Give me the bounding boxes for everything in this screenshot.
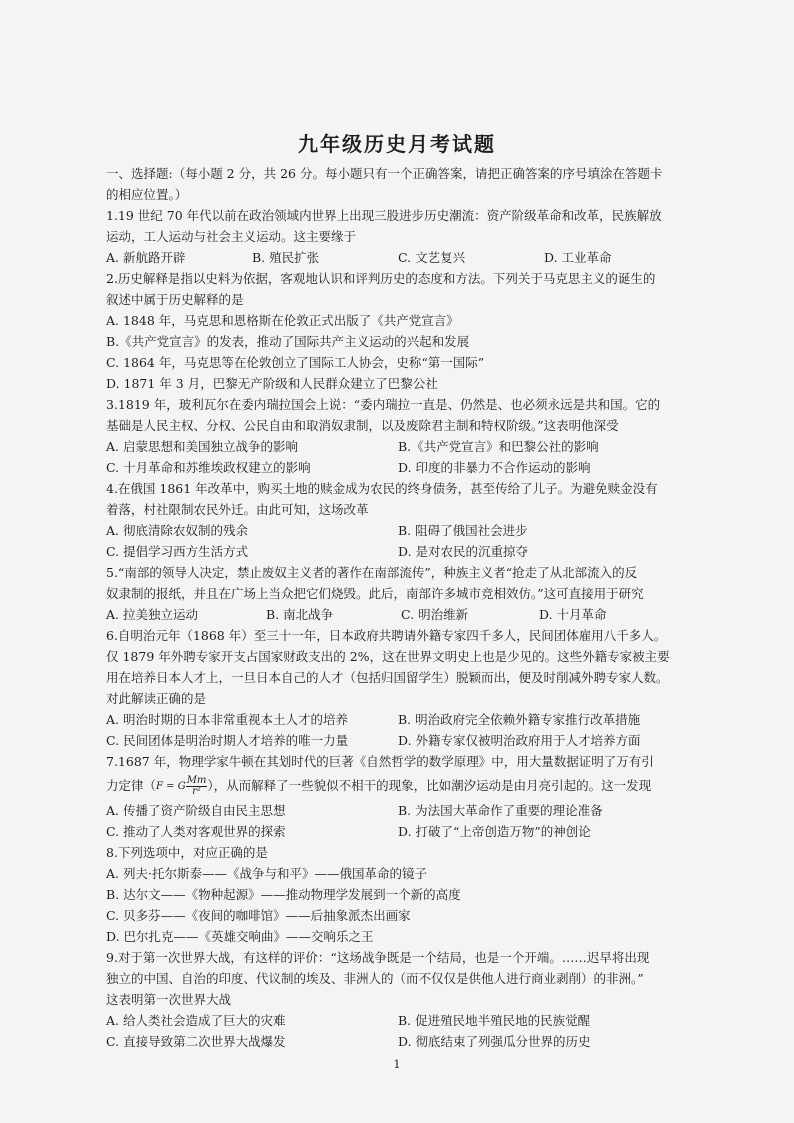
question-stem: 运动，工人运动与社会主义运动。这主要缘于 bbox=[106, 229, 357, 244]
option: D. 十月革命 bbox=[539, 607, 607, 622]
option: A. 列夫·托尔斯泰——《战争与和平》——俄国革命的镜子 bbox=[106, 866, 427, 881]
option: C. 民间团体是明治时期人才培养的唯一力量 bbox=[106, 733, 349, 748]
options-row bbox=[106, 247, 692, 268]
section-instruction: 一、选择题:（每小题 2 分，共 26 分。每小题只有一个正确答案，请把正确答案的序号填涂在答题卡 bbox=[106, 166, 663, 181]
options-row bbox=[106, 457, 692, 478]
option: A. 拉美独立运动 bbox=[106, 607, 198, 622]
option: B.《共产党宣言》的发表，推动了国际共产主义运动的兴起和发展 bbox=[106, 334, 470, 349]
option: A. 明治时期的日本非常重视本土人才的培养 bbox=[106, 712, 348, 727]
option: C. 1864 年，马克思等在伦敦创立了国际工人协会，史称“第一国际” bbox=[106, 355, 485, 370]
option: C. 文艺复兴 bbox=[398, 250, 466, 265]
question-stem: 8.下列选项中，对应正确的是 bbox=[106, 845, 268, 860]
option: C. 贝多芬——《夜间的咖啡馆》——后抽象派杰出画家 bbox=[106, 908, 411, 923]
options-row bbox=[106, 709, 692, 730]
option: A. 彻底清除农奴制的残余 bbox=[106, 523, 248, 538]
option: B. 明治政府完全依赖外籍专家推行改革措施 bbox=[398, 712, 641, 727]
options-row bbox=[106, 800, 692, 821]
question-stem: 基础是人民主权、分权、公民自由和取消奴隶制，以及废除君主制和特权阶级。”这表明他深受 bbox=[106, 418, 619, 433]
question-stem: 叙述中属于历史解释的是 bbox=[106, 292, 244, 307]
option: D. 彻底结束了列强瓜分世界的历史 bbox=[398, 1034, 591, 1049]
question-stem: 3.1819 年，玻利瓦尔在委内瑞拉国会上说：“委内瑞拉一直是、仍然是、也必须永远是共和国。它的 bbox=[106, 397, 661, 412]
question-stem: 这表明第一次世界大战 bbox=[106, 992, 232, 1007]
question-stem: 奴隶制的报纸，并且在广场上当众把它们烧毁。此后，南部许多城市竞相效仿。”这可直接用于研究 bbox=[106, 586, 644, 601]
option: B. 为法国大革命作了重要的理论准备 bbox=[398, 803, 603, 818]
option: B. 南北战争 bbox=[266, 607, 334, 622]
options-row bbox=[106, 520, 692, 541]
page-number: 1 bbox=[393, 1058, 401, 1071]
option: A. 1848 年，马克思和恩格斯在伦敦正式出版了《共产党宣言》 bbox=[106, 313, 459, 328]
question-stem: 1.19 世纪 70 年代以前在政治领域内世界上出现三股进步历史潮流：资产阶级革命和改革，民族解放 bbox=[106, 208, 662, 223]
options-row bbox=[106, 436, 692, 457]
option: C. 提倡学习西方生活方式 bbox=[106, 544, 249, 559]
option: D. 打破了“上帝创造万物”的神创论 bbox=[398, 824, 591, 839]
option: C. 明治维新 bbox=[401, 607, 469, 622]
option: B.《共产党宣言》和巴黎公社的影响 bbox=[398, 439, 599, 454]
option: A. 传播了资产阶级自由民主思想 bbox=[106, 803, 286, 818]
option: A. 新航路开辟 bbox=[106, 250, 186, 265]
page-title: 九年级历史月考试题 bbox=[298, 132, 496, 156]
option: C. 十月革命和苏维埃政权建立的影响 bbox=[106, 460, 311, 475]
option: D. 外籍专家仅被明治政府用于人才培养方面 bbox=[398, 733, 641, 748]
question-stem: 5.“南部的领导人决定，禁止废奴主义者的著作在南部流传”，种族主义者“抢走了从北部流入的反 bbox=[106, 565, 638, 580]
question-stem: 着落，村社限制农民外迁。由此可知，这场改革 bbox=[106, 502, 369, 517]
option: C. 推动了人类对客观世界的探索 bbox=[106, 824, 286, 839]
question-stem: 6.自明治元年（1868 年）至三十一年，日本政府共聘请外籍专家四千多人，民间团体雇用八千多人。 bbox=[106, 628, 667, 643]
options-row bbox=[106, 821, 692, 842]
question-stem: 7.1687 年，物理学家牛顿在其划时代的巨著《自然哲学的数学原理》中，用大量数据证明了万有引 bbox=[106, 754, 654, 769]
question-stem: 仅 1879 年外聘专家开支占国家财政支出的 2%，这在世界文明史上也是少见的。这些外籍专家被主要 bbox=[106, 649, 670, 664]
option: A. 给人类社会造成了巨大的灾难 bbox=[106, 1013, 286, 1028]
exam-body bbox=[106, 163, 692, 1052]
question-stem: 用在培养日本人才上，一旦日本自己的人才（包括归国留学生）脱颖而出，便及时削减外聘专家人数。 bbox=[106, 670, 669, 685]
option: D. 巴尔扎克——《英雄交响曲》——交响乐之王 bbox=[106, 929, 374, 944]
option: D. 工业革命 bbox=[544, 250, 612, 265]
options-row bbox=[106, 1010, 692, 1031]
option: D. 1871 年 3 月，巴黎无产阶级和人民群众建立了巴黎公社 bbox=[106, 376, 438, 391]
gravitation-formula: F = G $\frac{Mm}{\text{r²}}$ bbox=[156, 774, 207, 797]
option: D. 是对农民的沉重掠夺 bbox=[398, 544, 529, 559]
question-stem: 独立的中国、自治的印度、代议制的埃及、非洲人的（而不仅仅是供他人进行商业剥削）的非洲。” bbox=[106, 971, 644, 986]
question-stem: 力定律（F = G $\frac{Mm}{\text{r²}}$ ），从而解释了一些貌似不相干的现象，比如潮汐运动是由月亮引起的。这一发现 bbox=[106, 772, 692, 800]
question-stem: 4.在俄国 1861 年改革中，购买土地的赎金成为农民的终身债务，甚至传给了儿子。为避免赎金没有 bbox=[106, 481, 658, 496]
option: B. 阻碍了俄国社会进步 bbox=[398, 523, 528, 538]
option: C. 直接导致第二次世界大战爆发 bbox=[106, 1034, 286, 1049]
option: D. 印度的非暴力不合作运动的影响 bbox=[398, 460, 591, 475]
section-instruction: 的相应位置。） bbox=[106, 187, 188, 202]
question-stem: 9.对于第一次世界大战，有这样的评价：“这场战争既是一个结局，也是一个开端。……迟早将出现 bbox=[106, 950, 650, 965]
option: A. 启蒙思想和美国独立战争的影响 bbox=[106, 439, 298, 454]
options-row bbox=[106, 730, 692, 751]
options-row bbox=[106, 541, 692, 562]
option: B. 殖民扩张 bbox=[252, 250, 320, 265]
question-stem: 对此解读正确的是 bbox=[106, 691, 207, 706]
options-row bbox=[106, 604, 692, 625]
options-row bbox=[106, 1031, 692, 1052]
option: B. 达尔文——《物种起源》——推动物理学发展到一个新的高度 bbox=[106, 887, 461, 902]
option: B. 促进殖民地半殖民地的民族觉醒 bbox=[398, 1013, 591, 1028]
question-stem: 2.历史解释是指以史料为依据，客观地认识和评判历史的态度和方法。下列关于马克思主义的诞生的 bbox=[106, 271, 656, 286]
